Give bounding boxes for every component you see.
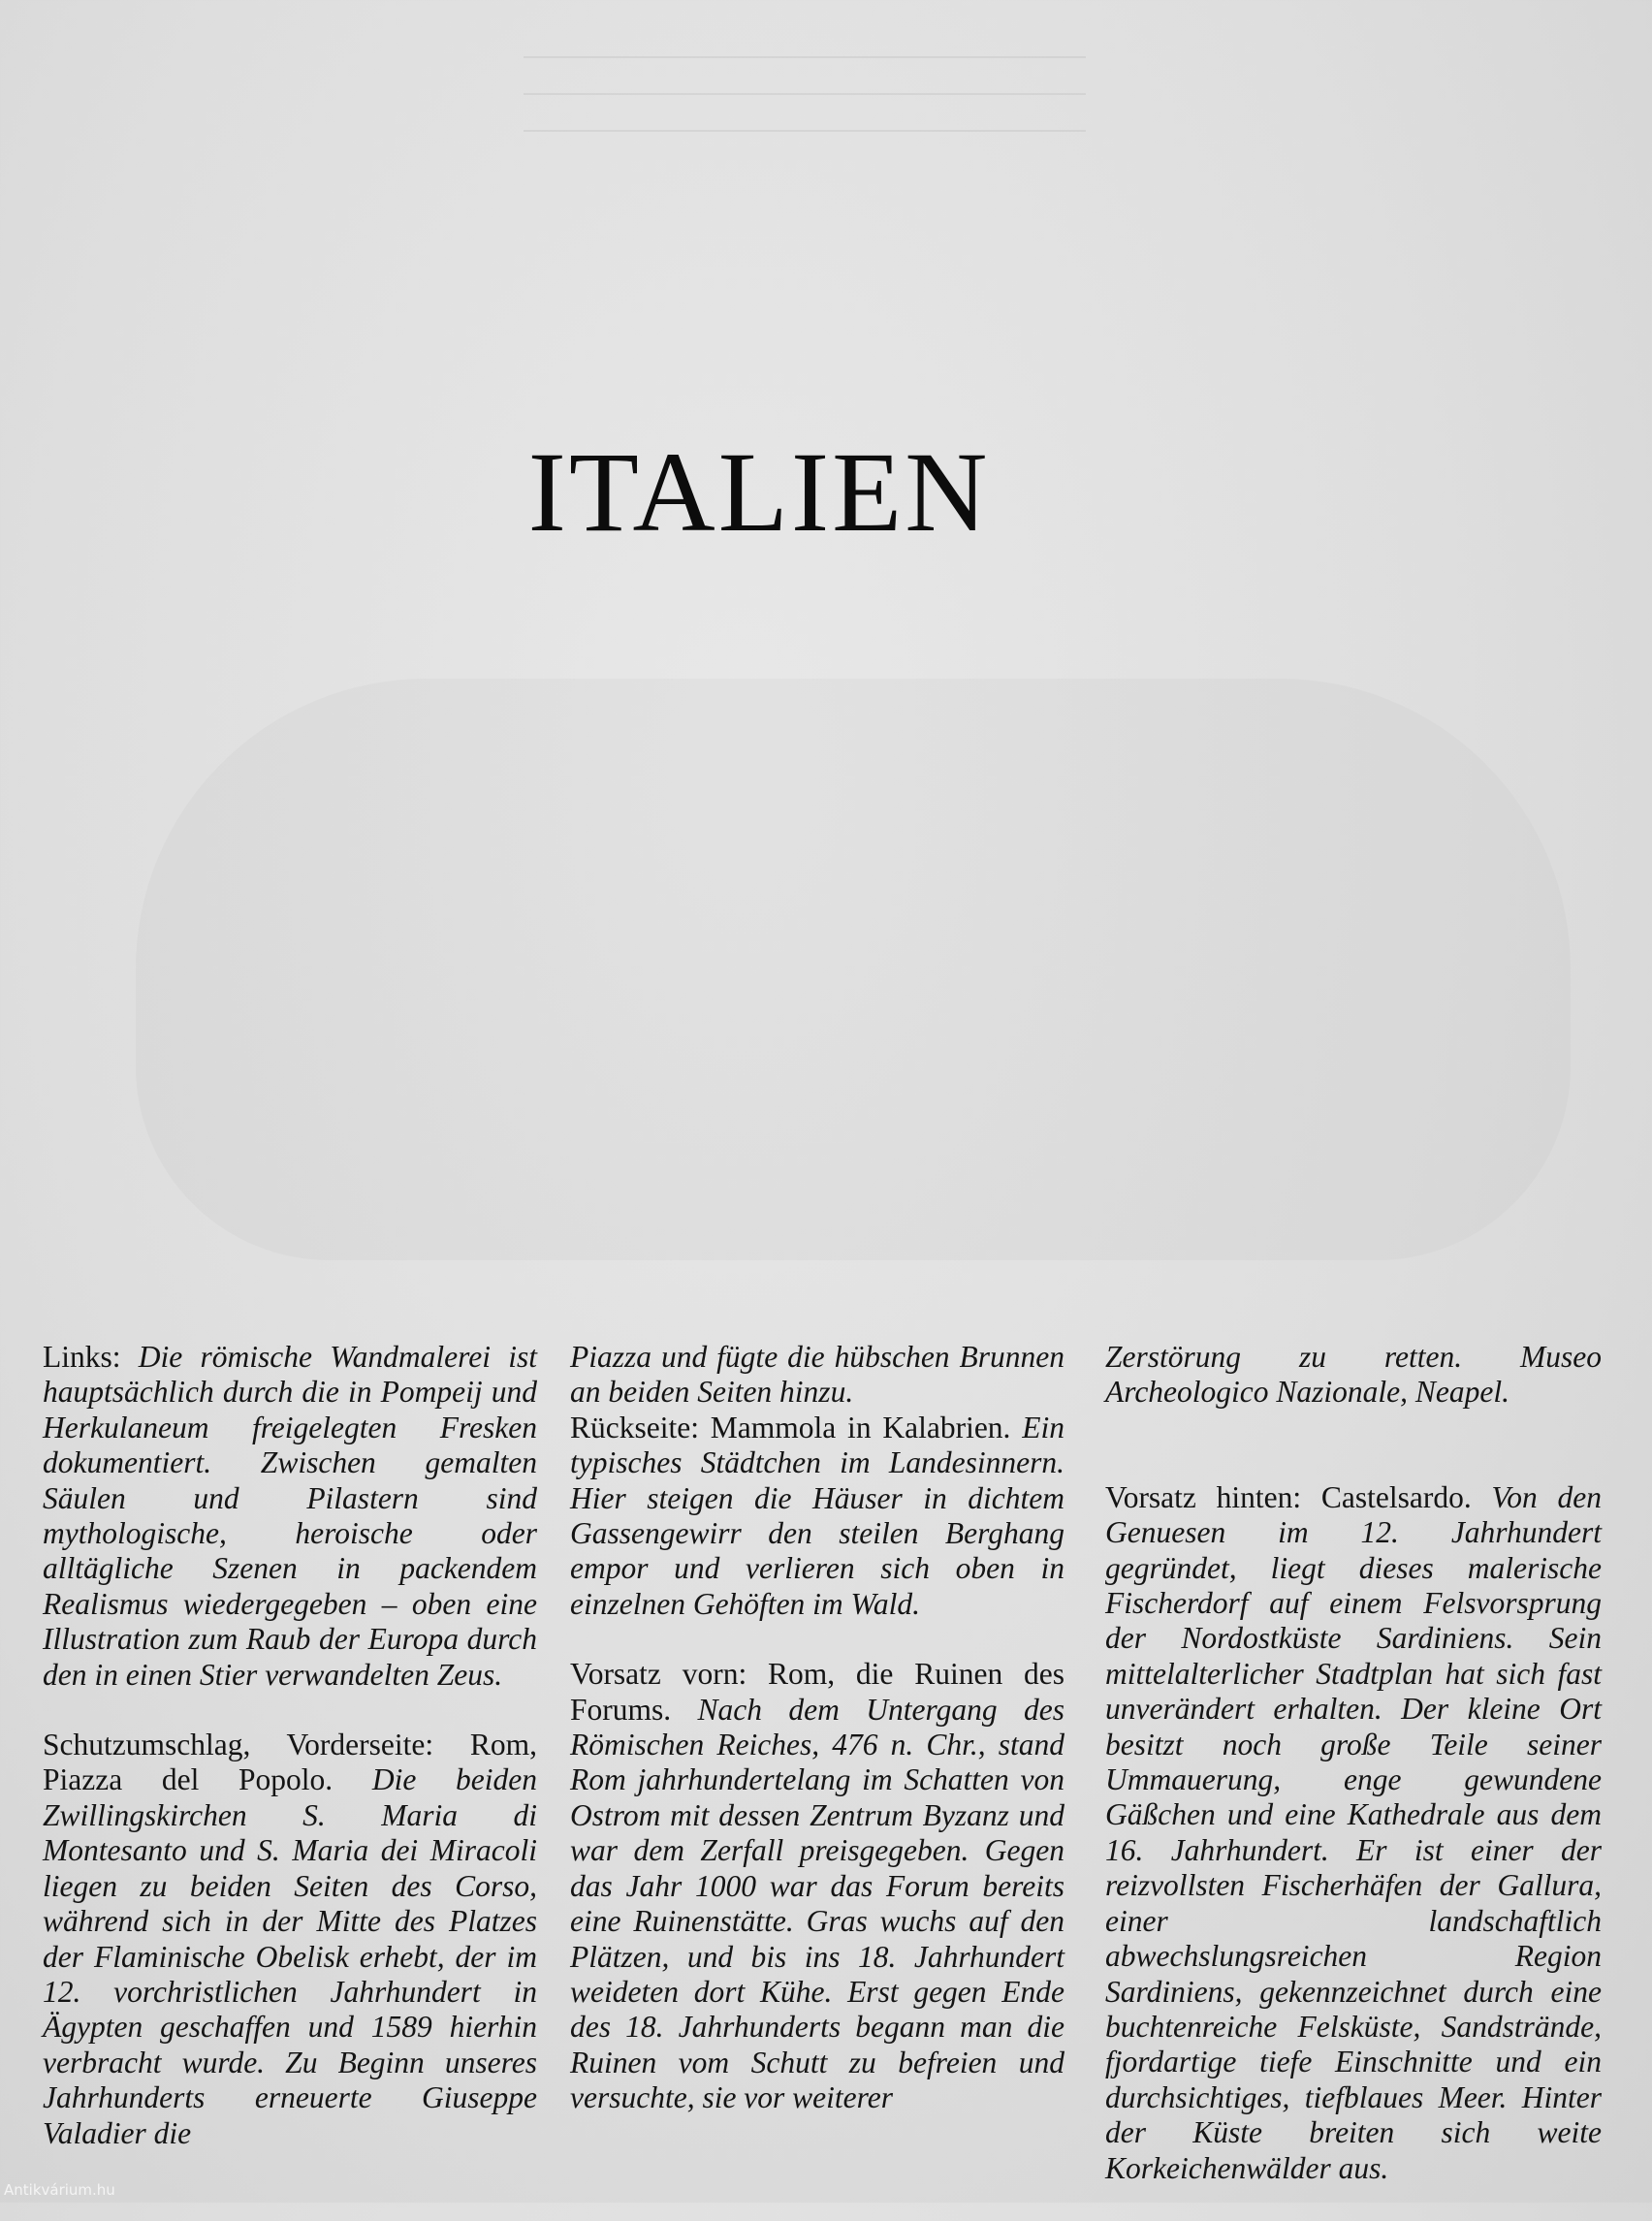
caption-label: Vorsatz vorn: Rom, die Ruinen des Forums. [570, 1657, 1064, 1727]
caption-label: Schutzumschlag, Vorderseite: Rom, Piazza del Popolo. [43, 1728, 537, 1797]
caption-text: Zerstörung zu retten. Museo Archeologico Nazionale, Neapel. [1105, 1340, 1602, 1410]
caption-text: Von den Genuesen im 12. Jahrhundert gegründet, liegt dieses malerische Fischerdorf auf einem Felsvorsprung der Nordostküste Sardiniens. Sein mittelalterlicher Stadtplan hat sich fast unverändert erhalten. Der kleine Ort besitzt noch große Teile seiner Ummauerung, enge gewundene Gäßchen und eine Kathedrale aus dem 16. Jahrhundert. Er ist einer der reizvollsten Fischerhäfen der Gallura, einer landschaftlich abwechslungsreichen Region Sardiniens, gekennzeichnet durch eine buchtenreiche Felsküste, Sandstrände, fjordartige tiefe Einschnitte und ein durchsichtiges, tiefblaues Meer. Hinter der Küste breiten sich weite Korkeichenwälder aus. [1105, 1479, 1602, 2185]
caption-text: Die römische Wandmalerei ist hauptsächlich durch die in Pompeij und Herkulaneum freigelegten Fresken dokumentiert. Zwischen gemalten Säulen und Pilastern sind mythologische, heroische oder alltägliche Szenen in packendem Realismus wiedergegeben – oben eine Illustration zum Raub der Europa durch den in einen Stier verwandelten Zeus. [43, 1340, 537, 1692]
text-column-2 [570, 1340, 1064, 2151]
caption-paragraph [570, 1411, 1064, 1622]
bleed-through-text [524, 29, 1086, 132]
caption-label: Vorsatz hinten: Castelsardo. [1105, 1479, 1492, 1514]
text-column-1 [43, 1340, 537, 2186]
page-title: ITALIEN [527, 428, 991, 555]
caption-text: Nach dem Untergang des Römischen Reiches, 476 n. Chr., stand Rom jahrhundertelang im Schatten von Ostrom mit dessen Zentrum Byzanz und war dem Zerfall preisgegeben. Gegen das Jahr 1000 war das Forum bereits eine Ruinenstätte. Gras wuchs auf den Plätzen, und bis ins 18. Jahrhundert weideten dort Kühe. Erst gegen Ende des 18. Jahrhunderts begann man die Ruinen vom Schutt zu befreien und versuchte, sie vor weiterer [570, 1692, 1064, 2115]
watermark: Antikvárium.hu [4, 2181, 115, 2199]
caption-text: Ein typisches Städtchen im Landesinnern. Hier steigen die Häuser in dichtem Gassengewirr den steilen Berghang empor und verlieren sich oben in einzelnen Gehöften im Wald. [570, 1410, 1064, 1621]
caption-paragraph [570, 1340, 1064, 1411]
text-column-3 [1105, 1340, 1602, 2221]
caption-paragraph [43, 1340, 537, 1693]
caption-text: Piazza und fügte die hübschen Brunnen an beiden Seiten hinzu. [570, 1340, 1064, 1410]
caption-label: Links: [43, 1340, 139, 1374]
caption-paragraph [570, 1657, 1064, 2115]
caption-paragraph [1105, 1480, 1602, 2186]
background-photo-ghost [136, 679, 1571, 1260]
caption-paragraph [1105, 1340, 1602, 1411]
caption-paragraph [43, 1728, 537, 2151]
caption-text: Die beiden Zwillingskirchen S. Maria di Montesanto und S. Maria dei Miracoli liegen zu beiden Seiten des Corso, während sich in der Mitte des Platzes der Flaminische Obelisk erhebt, der im 12. vorchristlichen Jahrhundert in Ägypten geschaffen und 1589 hierhin verbracht wurde. Zu Beginn unseres Jahrhunderts erneuerte Giuseppe Valadier die [43, 1762, 537, 2150]
caption-label: Rückseite: Mammola in Kalabrien. [570, 1410, 1023, 1444]
